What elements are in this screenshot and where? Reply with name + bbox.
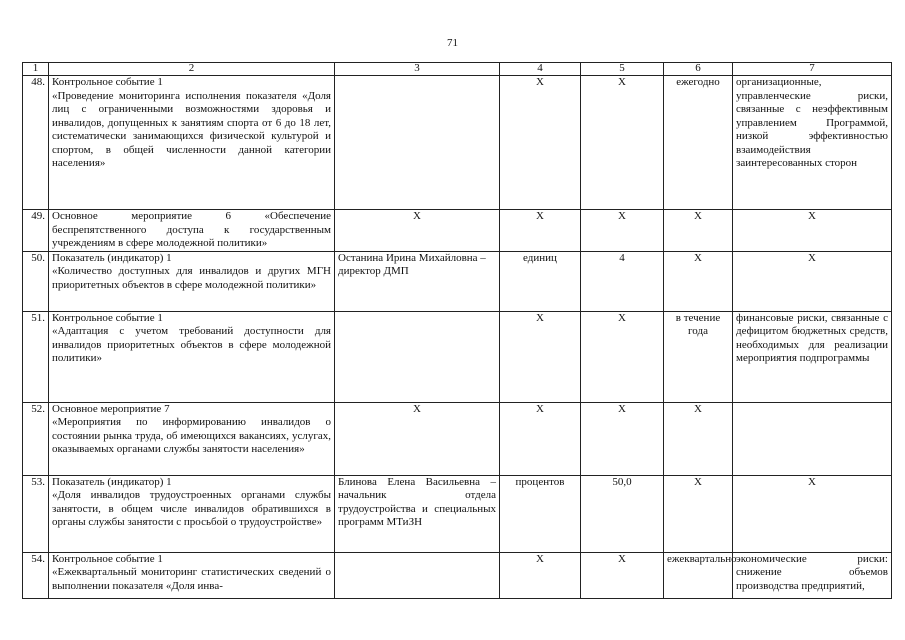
- responsible-cell: [335, 76, 500, 210]
- risks-cell: Х: [733, 210, 892, 252]
- row-text: «Адаптация с учетом требований доступности для инвалидов приоритетных объектов в сфере молодежной политики»: [52, 325, 331, 364]
- row-description: [49, 552, 335, 598]
- table-row: [23, 402, 892, 475]
- row-description: [49, 76, 335, 210]
- row-description: [49, 311, 335, 402]
- table-row: [23, 251, 892, 311]
- responsible-cell: [335, 311, 500, 402]
- table-row: [23, 552, 892, 598]
- row-description: [49, 210, 335, 252]
- period-cell: Х: [664, 210, 733, 252]
- value-cell: Х: [581, 76, 664, 210]
- row-text: «Проведение мониторинга исполнения показателя «Доля лиц с ограниченными возможностями здоровья и инвалидов, допущенных к занятиям спорта от 6 до 18 лет, систематически занимающихся физической культурой и спортом, в общей численности данной категории населения»: [52, 89, 331, 169]
- period-cell: ежеквартально: [664, 552, 733, 598]
- row-title: Показатель (индикатор) 1: [52, 251, 172, 264]
- row-text: «Количество доступных для инвалидов и других МГН приоритетных объектов в сфере молодежной политики»: [52, 265, 331, 291]
- unit-cell: единиц: [500, 251, 581, 311]
- row-number: 49.: [23, 210, 49, 252]
- risks-cell: Х: [733, 475, 892, 552]
- period-cell: в течение года: [664, 311, 733, 402]
- row-number: 50.: [23, 251, 49, 311]
- table-row: [23, 475, 892, 552]
- col-header-1: 1: [23, 63, 49, 76]
- risks-cell: [733, 402, 892, 475]
- row-title: Контрольное событие 1: [52, 76, 163, 88]
- period-cell: Х: [664, 251, 733, 311]
- responsible-cell: Блинова Елена Васильевна – начальник отдела трудоустройства и специальных программ МТиЗН: [335, 475, 500, 552]
- col-header-5: 5: [581, 63, 664, 76]
- responsible-cell: [335, 552, 500, 598]
- period-cell: Х: [664, 475, 733, 552]
- unit-cell: Х: [500, 552, 581, 598]
- unit-cell: Х: [500, 76, 581, 210]
- value-cell: Х: [581, 210, 664, 252]
- row-title: Контрольное событие 1: [52, 552, 163, 565]
- risks-cell: организационные, управленческие риски, связанные с неэффективным управлением Программой, низкой эффективностью взаимодействия заинтересованных сторон: [733, 76, 892, 210]
- row-number: 54.: [23, 552, 49, 598]
- row-description: [49, 402, 335, 475]
- row-text: «Мероприятия по информированию инвалидов о состоянии рынка труда, об имеющихся вакансиях, услугах, оказываемых органами службы занятости населения»: [52, 416, 331, 455]
- row-text: Основное мероприятие 6 «Обеспечение беспрепятственного доступа к государственным учреждениям в сфере молодежной политики»: [52, 210, 331, 249]
- value-cell: Х: [581, 552, 664, 598]
- row-number: 48.: [23, 76, 49, 210]
- risks-cell: экономические риски: снижение объемов производства предприятий,: [733, 552, 892, 598]
- row-title: Показатель (индикатор) 1: [52, 475, 172, 488]
- page-number: 71: [447, 37, 458, 49]
- row-number: 51.: [23, 311, 49, 402]
- table-row: [23, 311, 892, 402]
- period-cell: ежегодно: [664, 76, 733, 210]
- unit-cell: Х: [500, 402, 581, 475]
- responsible-cell: Х: [335, 210, 500, 252]
- value-cell: Х: [581, 402, 664, 475]
- value-cell: Х: [581, 311, 664, 402]
- unit-cell: процентов: [500, 475, 581, 552]
- row-description: [49, 251, 335, 311]
- responsible-cell: Х: [335, 402, 500, 475]
- col-header-7: 7: [733, 63, 892, 76]
- col-header-2: 2: [49, 63, 335, 76]
- table-row: [23, 210, 892, 252]
- col-header-4: 4: [500, 63, 581, 76]
- value-cell: 4: [581, 251, 664, 311]
- risks-cell: Х: [733, 251, 892, 311]
- period-cell: Х: [664, 402, 733, 475]
- col-header-6: 6: [664, 63, 733, 76]
- unit-cell: Х: [500, 210, 581, 252]
- row-description: [49, 475, 335, 552]
- responsible-cell: Останина Ирина Михайловна – директор ДМП: [335, 251, 500, 311]
- unit-cell: Х: [500, 311, 581, 402]
- row-title: Контрольное событие 1: [52, 311, 163, 324]
- plan-table: [22, 62, 892, 599]
- value-cell: 50,0: [581, 475, 664, 552]
- row-number: 53.: [23, 475, 49, 552]
- table-row: [23, 76, 892, 210]
- row-title: Основное мероприятие 7: [52, 402, 170, 415]
- row-number: 52.: [23, 402, 49, 475]
- header-row: [23, 63, 892, 76]
- risks-cell: финансовые риски, связанные с дефицитом бюджетных средств, необходимых для реализации мероприятия подпрограммы: [733, 311, 892, 402]
- row-text: «Ежеквартальный мониторинг статистических сведений о выполнении показателя «Доля инва-: [52, 566, 331, 592]
- col-header-3: 3: [335, 63, 500, 76]
- row-text: «Доля инвалидов трудоустроенных органами службы занятости, в общем числе инвалидов обратившихся в органы службы занятости с просьбой о трудоустройстве»: [52, 489, 331, 528]
